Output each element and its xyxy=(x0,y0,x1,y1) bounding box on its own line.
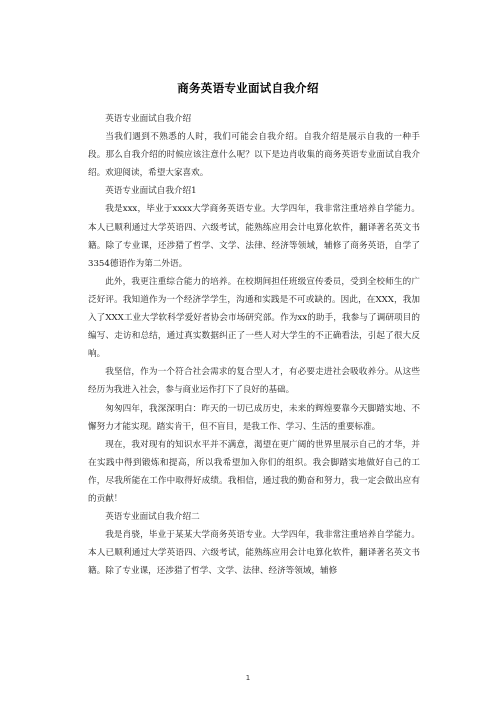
body-paragraph: 我坚信，作为一个符合社会需求的复合型人才，有必要走进社会吸收养分。从这些经历为我进入社会，参与商业运作打下了良好的基础。 xyxy=(88,367,420,396)
section-heading: 英语专业面试自我介绍二 xyxy=(105,512,200,523)
body-paragraph: 现在，我对现有的知识水平并不满意，渴望在更广阔的世界里展示自己的才华，并在实践中得到锻炼和提高，所以我希望加入你们的组织。我会脚踏实地做好自己的工作，尽我所能在工作中取得好成绩。我相信，通过我的勤奋和努力，我一定会做出应有的贡献！ xyxy=(88,439,420,504)
body-paragraph: 当我们遇到不熟悉的人时，我们可能会自我介绍。自我介绍是展示自我的一种手段。那么自我介绍的时候应该注意什么呢？以下是边肖收集的商务英语专业面试自我介绍。欢迎阅读，希望大家喜欢。 xyxy=(88,132,420,179)
section-heading: 英语专业面试自我介绍1 xyxy=(105,186,197,197)
document-body xyxy=(88,110,420,580)
body-paragraph: 我是肖骁，毕业于某某大学商务英语专业。大学四年，我非常注重培养自学能力。本人已顺利通过大学英语四、六级考试，能熟练应用会计电算化软件，翻译著名英文书籍。除了专业课，还涉猎了哲学、文学、法律、经济等领域，辅修 xyxy=(88,530,420,577)
page-number: 1 xyxy=(245,674,251,682)
body-paragraph: 此外，我更注重综合能力的培养。在校期间担任班级宣传委员，受到全校师生的广泛好评。我知道作为一个经济学学生，沟通和实践是不可或缺的。因此，在XXX，我加入了XXX工业大学软科学爱好者协会市场研究部。作为xx的助手，我参与了调研项目的编写、走访和总结，通过真实数据纠正了一些人对大学生的不正确看法，引起了很大反响。 xyxy=(88,276,420,360)
document-title: 商务英语专业面试自我介绍 xyxy=(177,81,319,95)
body-paragraph: 我是xxx，毕业于xxxx大学商务英语专业。大学四年，我非常注重培养自学能力。本人已顺利通过大学英语四、六级考试，能熟练应用会计电算化软件，翻译著名英文书籍。除了专业课，还涉猎了哲学、文学、法律、经济等领域，辅修了商务英语，自学了3354德语作为第二外语。 xyxy=(88,204,420,269)
body-paragraph: 匆匆四年，我深深明白：昨天的一切已成历史，未来的辉煌要靠今天脚踏实地、不懈努力才能实现。踏实肯干，但不盲目，是我工作、学习、生活的重要标准。 xyxy=(88,403,420,432)
section-heading: 英语专业面试自我介绍 xyxy=(105,114,192,124)
